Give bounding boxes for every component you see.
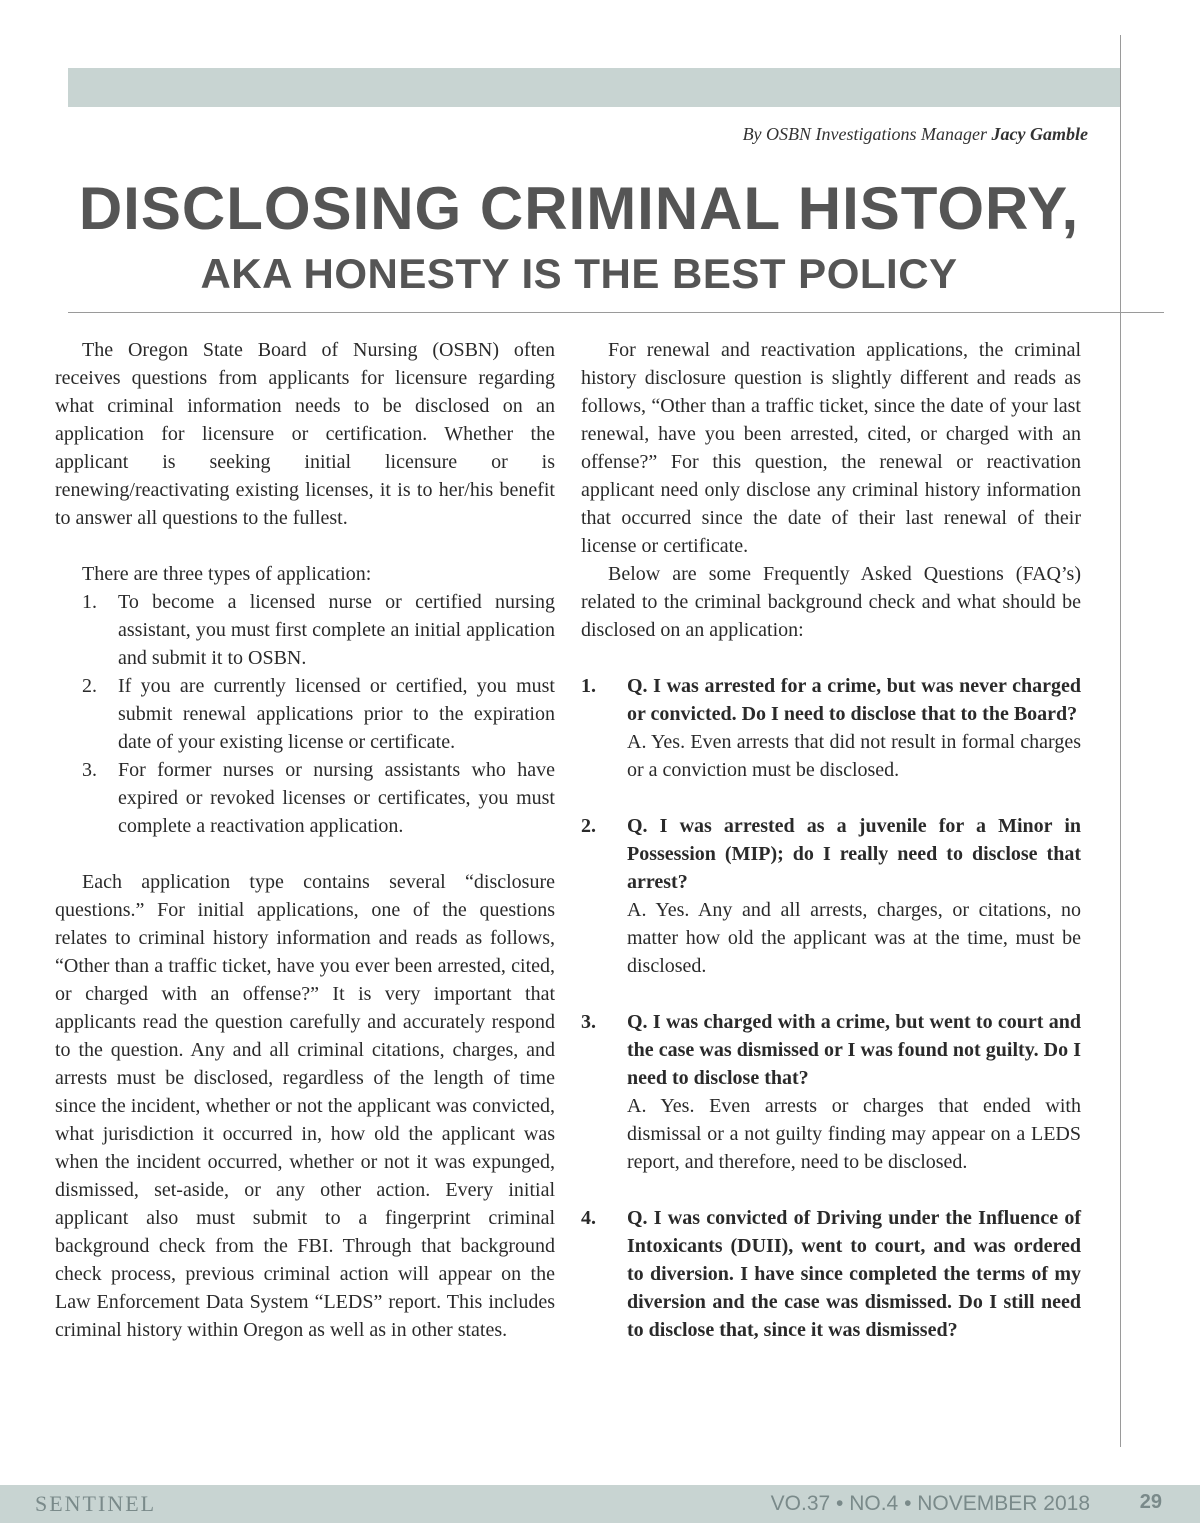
faq-answer: A. Yes. Even arrests or charges that ended with dismissal or a not guilty finding may appear on a LEDS report, and therefore, need to be disclosed. xyxy=(627,1095,1081,1173)
list-item xyxy=(55,672,555,756)
left-column xyxy=(55,336,555,1344)
faq-question: Q. I was arrested for a crime, but was never charged or convicted. Do I need to disclose that to the Board? xyxy=(627,675,1081,725)
faq-question: Q. I was arrested as a juvenile for a Minor in Possession (MIP); do I really need to disclose that arrest? xyxy=(627,815,1081,893)
article-subtitle: AKA HONESTY IS THE BEST POLICY xyxy=(200,250,958,297)
faq-answer: A. Yes. Any and all arrests, charges, or citations, no matter how old the applicant was at the time, must be disclosed. xyxy=(627,899,1081,977)
byline-prefix: By OSBN Investigations Manager xyxy=(742,124,992,144)
faq-item xyxy=(581,1204,1081,1344)
list-text: For former nurses or nursing assistants who have expired or revoked licenses or certificates, you must complete a reactivation application. xyxy=(118,759,555,837)
disclosure-paragraph: Each application type contains several “disclosure questions.” For initial applications, one of the questions relates to criminal history information and reads as follows, “Other than a traffic ticket, have you ever been arrested, cited, or charged with an offense?” It is very important that applicants read the question carefully and accurately respond to the question. Any and all criminal citations, charges, and arrests must be disclosed, regardless of the length of time since the incident, whether or not the applicant was convicted, what jurisdiction it occurred in, how old the applicant was when the incident occurred, whether or not it was expunged, dismissed, set-aside, or any other action. Every initial applicant also must submit to a fingerprint criminal background check from the FBI. Through that background check process, previous criminal action will appear on the Law Enforcement Data System “LEDS” report. This includes criminal history within Oregon as well as in other states. xyxy=(55,871,555,1341)
faq-number: 1. xyxy=(581,675,596,697)
publication-name: SENTINEL xyxy=(35,1491,157,1516)
header-band xyxy=(68,68,1120,107)
byline xyxy=(743,124,1088,145)
page-number: 29 xyxy=(1139,1491,1162,1513)
intro-paragraph: The Oregon State Board of Nursing (OSBN) often receives questions from applicants for licensure regarding what criminal information needs to be disclosed on an application for licensure or certification. Whether the applicant is seeking initial licensure or is renewing/reactivating existing licenses, it is to her/his benefit to answer all questions to the fullest. xyxy=(55,339,555,529)
faq-answer: A. Yes. Even arrests that did not result in formal charges or a conviction must be disclosed. xyxy=(627,731,1081,781)
application-types-list xyxy=(55,588,555,840)
issue-info: VO.37 • NO.4 • NOVEMBER 2018 xyxy=(770,1492,1090,1515)
list-item xyxy=(55,588,555,672)
faq-item xyxy=(581,672,1081,784)
faq-question: Q. I was charged with a crime, but went to court and the case was dismissed or I was found not guilty. Do I need to disclose that? xyxy=(627,1011,1081,1089)
list-number: 2. xyxy=(82,675,97,697)
list-number: 3. xyxy=(82,759,97,781)
right-column xyxy=(581,336,1081,1372)
faq-number: 4. xyxy=(581,1207,596,1229)
title-divider xyxy=(68,312,1164,313)
faq-item xyxy=(581,812,1081,980)
types-intro: There are three types of application: xyxy=(82,563,372,585)
list-text: If you are currently licensed or certified, you must submit renewal applications prior to the expiration date of your existing license or certificate. xyxy=(118,675,555,753)
list-item xyxy=(55,756,555,840)
article-title: DISCLOSING CRIMINAL HISTORY, xyxy=(78,175,1080,242)
vertical-rule xyxy=(1120,35,1121,1447)
list-number: 1. xyxy=(82,591,97,613)
list-text: To become a licensed nurse or certified nursing assistant, you must first complete an initial application and submit it to OSBN. xyxy=(118,591,555,669)
faq-number: 2. xyxy=(581,815,596,837)
faq-intro: Below are some Frequently Asked Questions (FAQ’s) related to the criminal background check and what should be disclosed on an application: xyxy=(581,563,1081,641)
byline-author: Jacy Gamble xyxy=(991,124,1088,144)
renewal-paragraph: For renewal and reactivation applications, the criminal history disclosure question is slightly different and reads as follows, “Other than a traffic ticket, since the date of your last renewal, have you been arrested, cited, or charged with an offense?” For this question, the renewal or reactivation applicant need only disclose any criminal history information that occurred since the date of their last renewal of their license or certificate. xyxy=(581,339,1081,557)
faq-number: 3. xyxy=(581,1011,596,1033)
footer-band xyxy=(0,1485,1200,1523)
faq-item xyxy=(581,1008,1081,1176)
faq-question: Q. I was convicted of Driving under the Influence of Intoxicants (DUII), went to court, and was ordered to diversion. I have since completed the terms of my diversion and the case was dismissed. Do I still need to disclose that, since it was dismissed? xyxy=(627,1207,1081,1341)
